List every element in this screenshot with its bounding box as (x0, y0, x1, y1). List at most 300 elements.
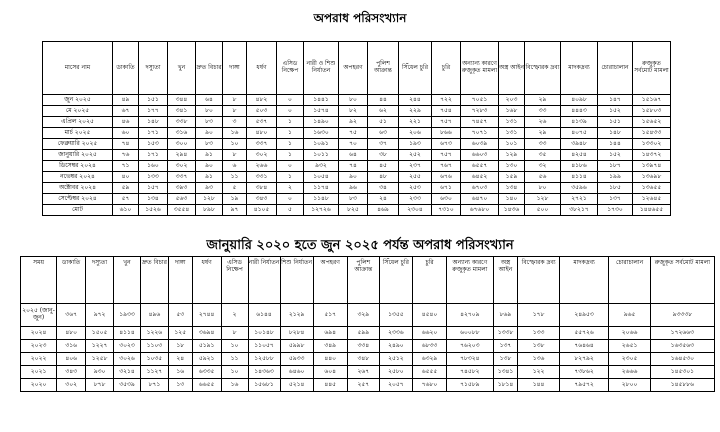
table-cell: ৮৭১ (140, 379, 168, 392)
table-cell: ১৬৩০ (304, 128, 339, 139)
table-cell: ৫৬৩ (168, 194, 196, 205)
table-cell: ৪২৫৪ (561, 150, 598, 161)
table-cell: ১৬৪৫৩০ (650, 353, 714, 366)
table-row (43, 172, 671, 183)
table-cell: ১২৫ (168, 327, 192, 340)
table-cell: ৪১১৪ (561, 172, 598, 183)
column-header: দাঙ্গা (168, 257, 192, 304)
table-cell: ৩৪ (368, 183, 399, 194)
table-cell: ১৮৭ (598, 161, 633, 172)
table-cell: ১০ (223, 139, 247, 150)
table-cell: ১৫৩ (139, 139, 168, 150)
table-cell: ১১০৫৭ (248, 340, 280, 353)
table-cell: ১৪৮ (598, 128, 633, 139)
column-header: বিস্ফোরক দ্রব্য (518, 257, 559, 304)
table-cell: ৩৯৪৮ (561, 139, 598, 150)
table-cell: ৮৬৬ (432, 128, 461, 139)
table-cell: ১৬ (223, 128, 247, 139)
table-cell: ৫১৯১ (192, 340, 221, 353)
table-cell: ১৫৭ (139, 183, 168, 194)
table-cell: ২৫৭ (347, 379, 379, 392)
table-row (21, 327, 715, 340)
column-header: রুজুকৃত সর্বমোট মামলা (650, 257, 714, 304)
column-header: মাদকদ্রব্য (561, 42, 598, 95)
table-cell: ১২৫৮৮ (248, 353, 280, 366)
table-cell: ০ (277, 161, 304, 172)
table-cell: ০ (277, 95, 304, 106)
table-cell: ১৩৪ (139, 194, 168, 205)
table-cell: ৪৬ (113, 117, 139, 128)
table-cell: ৩৩৮ (168, 117, 196, 128)
table-cell: ৩৯৩ (168, 183, 196, 194)
table-cell: ১০১১ (304, 150, 339, 161)
table-cell: ৪৪৫ (313, 379, 347, 392)
table-cell: ৯৩০ (86, 366, 114, 379)
table-cell: ১৩৩ (518, 327, 559, 340)
table-cell: ৭৪ (339, 161, 368, 172)
table-cell: ৮৭৮ (86, 379, 114, 392)
row-label-cell: এপ্রিল ২০২৫ (43, 117, 113, 128)
column-header: মাসের নাম (43, 42, 113, 95)
table-cell: ১৬ (168, 366, 192, 379)
table-cell: ৪২৭০৯ (447, 304, 494, 327)
table-cell: ৭১৫৮৯ (447, 379, 494, 392)
table-cell: ২৫৫ (399, 172, 432, 183)
column-header: এসিড নিক্ষেপ (277, 42, 304, 95)
table-cell: ১৬৩৫৬৩ (650, 340, 714, 353)
table-cell: ৮০ (196, 106, 223, 117)
table-cell: ২৩৩ (399, 194, 432, 205)
table-cell: ৪৮০ (247, 128, 277, 139)
table-cell: ৬৪ (196, 95, 223, 106)
table-cell: ৬৪৫২ (461, 172, 499, 183)
table-cell: ৩৫৫৪ (168, 205, 196, 216)
table-cell: ৬৭ (113, 106, 139, 117)
table-cell: ৪৮ (368, 172, 399, 183)
table-cell: ৮ (223, 150, 247, 161)
table-cell: ২৬৬ (247, 161, 277, 172)
table-cell: ২৩৭ (399, 161, 432, 172)
table-cell: ৫১ (368, 117, 399, 128)
table-cell: ১০ (221, 366, 248, 379)
table-cell: ৬৭১ (432, 183, 461, 194)
row-label-cell: অক্টোবর ২০২৪ (43, 183, 113, 194)
table-cell: ০ (277, 106, 304, 117)
column-header: দস্যুতা (86, 257, 114, 304)
table-cell: ২২৯ (399, 106, 432, 117)
table-cell: ১২৯ (499, 150, 525, 161)
table-cell: ৬৬২০ (412, 327, 446, 340)
row-label-cell: নভেম্বর ২০২৪ (43, 172, 113, 183)
table-row (43, 139, 671, 150)
table-cell: ১৩৭ (598, 194, 633, 205)
table-cell: ১৪৩৬৩ (248, 366, 280, 379)
column-header: খুন (168, 42, 196, 95)
table-cell: ৫৭ (113, 194, 139, 205)
table-cell: ১১২৭ (140, 366, 168, 379)
table-cell: ৯১ (196, 172, 223, 183)
table-cell: ২০৬৬ (609, 327, 650, 340)
table-cell: ২৪৯০ (379, 340, 412, 353)
table-cell: ১৭২৬৬৩ (650, 327, 714, 340)
table-cell: ৬৫৫৫ (412, 366, 446, 379)
table-cell: ১৯৩ (399, 139, 432, 150)
crime-stats-monthly-table (42, 41, 671, 216)
table-cell: ৫৩৭ (247, 117, 277, 128)
table-cell: ১৩০ (499, 161, 525, 172)
column-header: দস্যুতা (139, 42, 168, 95)
table-cell: ১৭১ (139, 150, 168, 161)
table-cell: ৪০৭৫ (561, 128, 598, 139)
table-cell: ৮৩ (196, 117, 223, 128)
table-cell: ৬০ (113, 128, 139, 139)
table-cell: ৬২ (368, 106, 399, 117)
table-cell: ৮ (221, 327, 248, 340)
table-cell: ১৪৪১ (304, 95, 339, 106)
table-cell: ৬০৪ (313, 366, 347, 379)
table-cell: ১৪৩৬ (499, 205, 525, 216)
table-cell: ১৩৯৭৪ (633, 161, 671, 172)
table-cell: ১৫৬৫২ (633, 117, 671, 128)
table-cell: ৭৪৫৮২ (447, 366, 494, 379)
table-cell: ৭০৭১ (461, 128, 499, 139)
column-header: বিস্ফোরক দ্রব্য (525, 42, 561, 95)
table-cell: ১৮৫ (598, 183, 633, 194)
table-cell: ১৩৩৮ (493, 327, 518, 340)
table-cell: ৩৭ (368, 139, 399, 150)
table-cell: ১৫০৫ (86, 327, 114, 340)
row-label-cell: সেপ্টেম্বর ২০২৪ (43, 194, 113, 205)
row-label-cell: ২০২৫ (জানু-জুন) (21, 304, 57, 327)
table-cell: ২৭৪৪ (192, 304, 221, 327)
table-cell: ১৬ (221, 379, 248, 392)
table-cell: ৬৫৫৭ (461, 161, 499, 172)
table-cell: ৩৮২১৭ (561, 205, 598, 216)
column-header: অপহরণ (313, 257, 347, 304)
table-cell: ৫৬ (525, 172, 561, 183)
table-cell: ১৩৫৫ (379, 304, 412, 327)
table-cell: ৬৩২৯ (412, 353, 446, 366)
table-cell: ১৩৮ (493, 353, 518, 366)
table-cell: ১৩৩০২ (633, 139, 671, 150)
table-row (43, 161, 671, 172)
table-row (43, 117, 671, 128)
table-cell: ৮২৭৯২ (559, 353, 609, 366)
row-label-cell: ২০২৪ (21, 327, 57, 340)
table-cell: ১৫৮০৩ (633, 106, 671, 117)
table-cell: ৩৪৩ (247, 194, 277, 205)
table-cell: ৮০ (339, 95, 368, 106)
table-cell: ৩৩৭ (247, 139, 277, 150)
column-header: শিশু নির্যাতন (280, 257, 313, 304)
table-cell: ৫ (223, 183, 247, 194)
column-header: খুন (114, 257, 141, 304)
table-cell: ৭১ (113, 161, 139, 172)
table-cell: ৬৩৩৫ (192, 366, 221, 379)
row-label-cell: ২০২০ (21, 379, 57, 392)
table-cell: ৭৪ (113, 139, 139, 150)
table-cell: ১৬৮ (499, 106, 525, 117)
table-cell: ১৩ (168, 379, 192, 392)
table-cell: ১৪৩৭২ (633, 150, 671, 161)
table-cell: ৩৪৮ (347, 353, 379, 366)
table-cell: ২৫১২ (379, 353, 412, 366)
table-cell: ১২৭২৬ (304, 205, 339, 216)
table-cell: ১৩৬৫৫ (633, 183, 671, 194)
table-cell: ৩৫ (525, 150, 561, 161)
table-cell: ৭৬২০৩ (447, 340, 494, 353)
table-cell: ১৮১৪ (493, 379, 518, 392)
table-cell: ৯০ (196, 128, 223, 139)
table-cell: ১৫২ (598, 150, 633, 161)
table-cell: ৩৫৯৬ (561, 183, 598, 194)
table-cell: ১৯৯ (598, 172, 633, 183)
table-cell: ৬৬৫৫ (192, 379, 221, 392)
table-cell: ১৯ (223, 194, 247, 205)
table-cell: ১৩৩ (139, 172, 168, 183)
table-row (21, 304, 715, 327)
table-cell: ৭৯৫৭২ (559, 379, 609, 392)
table-cell: ২৬৫১ (609, 340, 650, 353)
column-header: সিঁধেল চুরি (399, 42, 432, 95)
table-cell: ৯৬ (339, 183, 368, 194)
table-cell: ১১৭৪ (304, 183, 339, 194)
table-cell: ১০৯১ (304, 139, 339, 150)
table-cell: ৩০২ (57, 379, 86, 392)
table-cell: ২৪ (368, 194, 399, 205)
column-header: পুলিশ আক্রান্ত (347, 257, 379, 304)
column-header: দ্রুত বিচার (196, 42, 223, 95)
table-cell: ২৫৩ (399, 183, 432, 194)
table-cell: ৪০৬ (57, 353, 86, 366)
table-cell: ৭০ (339, 139, 368, 150)
table-row (43, 128, 671, 139)
table-cell: ৪৪৪৩ (561, 106, 598, 117)
table-cell: ১ (277, 128, 304, 139)
table-cell: ৯৭ (223, 205, 247, 216)
column-header: চোরাচালান (609, 257, 650, 304)
table-row (43, 95, 671, 106)
table-cell: ১৫১ (139, 95, 168, 106)
table-cell: ৩৮৪ (247, 183, 277, 194)
table-cell: ৯০ (196, 161, 223, 172)
table-cell: ২৬৭ (347, 366, 379, 379)
table-cell: ১৫৪৩৩ (633, 128, 671, 139)
table-cell: ৩ (223, 117, 247, 128)
table-cell: ৭৬৭ (432, 161, 461, 172)
table-cell: ৩৫৩৯ (114, 379, 141, 392)
table-row (43, 205, 671, 216)
column-header: সিঁধেল চুরি (379, 257, 412, 304)
table-cell: ১১ (223, 172, 247, 183)
table-cell: ১০৩৫ (140, 353, 168, 366)
table-cell: ১ (277, 117, 304, 128)
table-cell: ১৩৭ (493, 340, 518, 353)
table-cell: ৩৪৩ (57, 366, 86, 379)
table-cell: ৩০২ (247, 150, 277, 161)
table-cell: ৯৩৩৩৮ (650, 304, 714, 327)
table-cell: ৮ (223, 95, 247, 106)
table-cell: ২০৫৭ (379, 379, 412, 392)
table-cell: ০ (277, 194, 304, 205)
table-cell: ৪৯ (113, 95, 139, 106)
table-cell: ১০৫৪ (304, 172, 339, 183)
table-cell: ২১২৯ (280, 304, 313, 327)
row-label-cell: মোট (43, 205, 113, 216)
table-cell: ৬৭৬৮০ (461, 205, 499, 216)
table-cell: ১৫১ (598, 117, 633, 128)
table-cell: ২৩০৫ (609, 353, 650, 366)
table-cell: ১১ (221, 353, 248, 366)
table-cell: ৬৩ (368, 128, 399, 139)
table-cell: ১১৪৮ (304, 194, 339, 205)
table-cell: ২ (277, 183, 304, 194)
table-cell: ১৪৫৮৮৬ (650, 379, 714, 392)
table-cell: ২৩৩৬ (379, 327, 412, 340)
column-header: চোরাচালান (598, 42, 633, 95)
table-cell: ১১০৩ (140, 340, 168, 353)
table1-header-row (43, 42, 671, 95)
table-cell: ৬৪৭০ (461, 194, 499, 205)
table-cell: ২৮০০ (609, 379, 650, 392)
column-header: দ্রুত বিচার (140, 257, 168, 304)
table-cell: ১০১৪৮ (248, 327, 280, 340)
table1-title: অপরাধ পরিসংখ্যান (313, 11, 407, 25)
table-cell: ১৫২ (598, 106, 633, 117)
table-cell: ৫০৩ (247, 106, 277, 117)
table-cell: ৩২৯ (347, 304, 379, 327)
table-cell: ৬৩০ (432, 194, 461, 205)
table-cell: ১৩৮ (518, 340, 559, 353)
table-cell: ৫৯৩৩ (280, 353, 313, 366)
table-cell: ৫৯ (113, 183, 139, 194)
column-header: অন্যান্য কারণে রুজুকৃত মামলা (447, 257, 494, 304)
table-cell: ১৫১৬৭ (633, 95, 671, 106)
table-cell: ২৩০৪ (399, 205, 432, 216)
table-cell: ৬৮৩৩ (412, 340, 446, 353)
table-cell: ৬ (223, 161, 247, 172)
table-cell: ২ (221, 304, 248, 327)
table-row (43, 150, 671, 161)
table-cell: ৯২ (339, 117, 368, 128)
table-row (43, 194, 671, 205)
table-cell: ৮৬৯ (493, 304, 518, 327)
column-header: ধর্ষণ (247, 42, 277, 95)
table-cell: ৪৮২ (247, 95, 277, 106)
table-cell: ২৯৪ (168, 150, 196, 161)
table-cell: ৪১০৫ (247, 205, 277, 216)
table-cell: ১৮ (168, 340, 192, 353)
table-cell: ১২২ (518, 366, 559, 379)
table-row (43, 183, 671, 194)
column-header: ধর্ষণ (192, 257, 221, 304)
table-cell: ১৪০ (499, 194, 525, 205)
table-cell: ৩১৬ (57, 340, 86, 353)
table-cell: ৯৩ (196, 183, 223, 194)
table-cell: ৩৩১ (247, 172, 277, 183)
table-cell: ৪৫৪০ (412, 304, 446, 327)
table-row (21, 366, 715, 379)
table-cell: ১০১ (499, 139, 525, 150)
table-row (21, 379, 715, 392)
table-cell: ৭৬ (113, 150, 139, 161)
table-cell: ৮২ (339, 106, 368, 117)
table-cell: ৯৩২ (304, 161, 339, 172)
table-cell: ৫৫৭২৬ (559, 327, 609, 340)
table-cell: ১ (277, 172, 304, 183)
table-cell: ৩৮ (368, 150, 399, 161)
table-cell: ৩০২৩ (114, 340, 141, 353)
column-header: নারী নির্যাতন (248, 257, 280, 304)
table-cell: ১৭৭ (139, 106, 168, 117)
table-cell: ৬৭৩ (432, 139, 461, 150)
table-cell: ৬৬০৩ (461, 150, 499, 161)
column-header: নারী ও শিশু নির্যাতন (304, 42, 339, 95)
table-cell: ১৭১ (139, 128, 168, 139)
table-cell: ৪৯৬ (140, 304, 168, 327)
column-header: চুরি (412, 257, 446, 304)
table-cell: ৪৮০ (57, 327, 86, 340)
table-cell: ২৬ (525, 117, 561, 128)
table-cell: ৩৩ (525, 106, 561, 117)
table-cell: ৭৫৭ (432, 150, 461, 161)
table-cell: ২৫৮০ (379, 366, 412, 379)
row-label-cell: ডিসেম্বর ২০২৪ (43, 161, 113, 172)
table-row (21, 353, 715, 366)
table-cell: ৬৯৪ (313, 327, 347, 340)
column-header: অস্ত্র আইন (499, 42, 525, 95)
table-cell: ১৪৪৬৫৫ (633, 205, 671, 216)
table-cell: ৭৬৪৬৪ (559, 340, 609, 353)
column-header: পুলিশ আক্রান্ত (368, 42, 399, 95)
table-cell: ৪০ (113, 172, 139, 183)
table-cell: ৪৪ (368, 95, 399, 106)
table-cell: ৩০২৬ (114, 353, 141, 366)
table-cell: ৬৪ (339, 150, 368, 161)
table-cell: ২৬৬৬ (609, 366, 650, 379)
table-cell: ৬৭০৩ (461, 183, 499, 194)
table-cell: ৩৬৯৪ (192, 327, 221, 340)
column-header: অন্যান্য কারণে রুজুকৃত মামলা (461, 42, 499, 95)
table-cell: ৮৩ (339, 194, 368, 205)
table-cell: ১২৮ (525, 194, 561, 205)
table-row (21, 340, 715, 353)
row-label-cell: মার্চ ২০২৫ (43, 128, 113, 139)
table-cell: ৩৪৯ (313, 340, 347, 353)
table-cell: ৭৫৪ (432, 106, 461, 117)
table-cell: ২৯ (525, 95, 561, 106)
table-cell: ৩১৬ (168, 128, 196, 139)
table-cell: ৫৯৯৮ (280, 340, 313, 353)
row-label-cell: ২০২১ (21, 366, 57, 379)
table-cell: ৬৪৬০ (280, 366, 313, 379)
table-cell: ১৩৬৯৮ (633, 172, 671, 183)
table-cell: ৬১০ (113, 205, 139, 216)
table-cell: ৪১৮৬ (561, 161, 598, 172)
table-cell: ৭৮৩২৪ (447, 353, 494, 366)
table-cell: ৩২ (525, 161, 561, 172)
column-header: ডাকাতি (113, 42, 139, 95)
table-cell: ৯৬৫ (609, 304, 650, 327)
table-cell: ৩৩ (525, 139, 561, 150)
table-cell: ৩৬৭ (57, 304, 86, 327)
table-cell: ৪৪০ (313, 353, 347, 366)
table-cell: ১৩১ (499, 128, 525, 139)
table-cell: ১৫৬৮১ (248, 379, 280, 392)
table-cell: ১৭৩০ (598, 205, 633, 216)
table-cell: ৫৯২১ (192, 353, 221, 366)
table-cell: ৫৩ (168, 304, 192, 327)
